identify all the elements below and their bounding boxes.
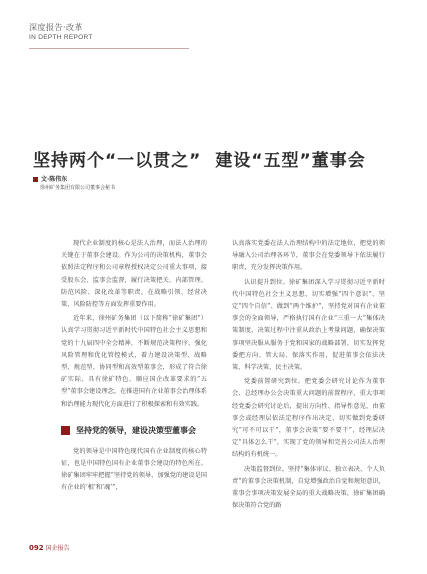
column-name: 深度报告·改革 — [29, 23, 84, 32]
article-title-part-2: 建设“五型”董事会 — [215, 151, 366, 171]
article-title — [33, 146, 403, 171]
body-paragraph: 现代企业制度的核心是法人治理，而法人治理的关键在于董事会建设。作为公司的决策机构，董事会依照法定程序和公司章程授权决定公司重大事项，接受股东会、监事会监督，履行决策把关、内部管理、防范风险、深化改革等职责，在战略引领、经营决策、风险防控等方面发挥重要作用。 — [61, 240, 207, 309]
running-header — [29, 22, 102, 45]
body-paragraph: 党的领导是中国特色现代国有企业制度的核心特征，也是中国特色国有企业董事会建设的特色所在。徐矿集团牢牢把握“坚持党的领导、加强党的建设是国有企业的‘根’和‘魂’”， — [61, 447, 207, 492]
column-name-en: IN DEPTH REPORT — [29, 34, 93, 41]
article-title-part-1: 坚持两个“一以贯之” — [33, 151, 202, 171]
author-affiliation: 徐州矿务集团有限公司董事会秘书 — [40, 185, 116, 191]
body-column-right — [232, 238, 385, 514]
body-paragraph: 认识提升到位。徐矿集团深入学习贯彻习近平新时代中国特色社会主义思想，切实增强“四个意识”、坚定“四个自信”、做到“两个维护”，坚持党对国有企业董事会的全面领导，严格执行国有企业“三重一大”集体决策制度，决策过程中注重从政治上考量问题，确保决策事项坚决服从服务于党和国家的战略部署，切实发挥党委把方向、管大局、保落实作用，促进董事会依法决策、科学决策、民主决策。 — [232, 278, 385, 372]
byline — [33, 174, 67, 183]
author-name: 文·陈伟东 — [41, 176, 68, 183]
section-heading — [61, 425, 207, 436]
page-number: 092 — [29, 544, 44, 552]
body-paragraph: 决策监督到位。坚持“集体审议、独立表决、个人负责”的董事会决策机制，自觉增强政治自觉和规矩意识，董事会事项决策发展全局的重大战略决策，徐矿集团确保决策符合党的路 — [232, 465, 385, 510]
body-column-left — [61, 238, 207, 497]
magazine-name: 国企报告 — [45, 545, 70, 552]
section-heading-text: 坚持党的领导，建设决策型董事会 — [76, 425, 196, 435]
header-divider — [29, 48, 189, 49]
page-footer — [29, 543, 70, 552]
body-paragraph: 近年来，徐州矿务集团（以下简称“徐矿集团”）认真学习贯彻习近平新时代中国特色社会主义思想和党的十九届四中全会精神，不断规范决策程序、强化风险管理和优化管控模式，着力建设决策型、战略型、规范型、协同型和高效型董事会，形成了符合徐矿实际、具有徐矿特色、顺应国企改革要求的“五型”董事会建设理念，在推进国有企业董事会治理体系和治理能力现代化方面进行了积极探索和有效实践。 — [61, 315, 207, 408]
body-paragraph: 认真落实党委在法人治理结构中的法定地位，把党的领导融入公司治理各环节，董事会在党委领导下依法履行职责，充分发挥决策作用。 — [232, 240, 385, 272]
body-paragraph: 党委前置研究到位。把党委会研究讨论作为董事会、总经理办公会决策重大问题的前置程序，重大事项经党委会研究讨论后，提出方向性、指导性意见，由董事会或经理层依法定程序作出决定，切实做到党委研究“可不可以干”，董事会决策“要不要干”，经理层决定“具体怎么干”，实现了党的领导和完善公司法人治理结构的有机统一。 — [232, 378, 385, 459]
byline-square-icon — [33, 177, 38, 182]
section-square-icon — [61, 426, 70, 435]
